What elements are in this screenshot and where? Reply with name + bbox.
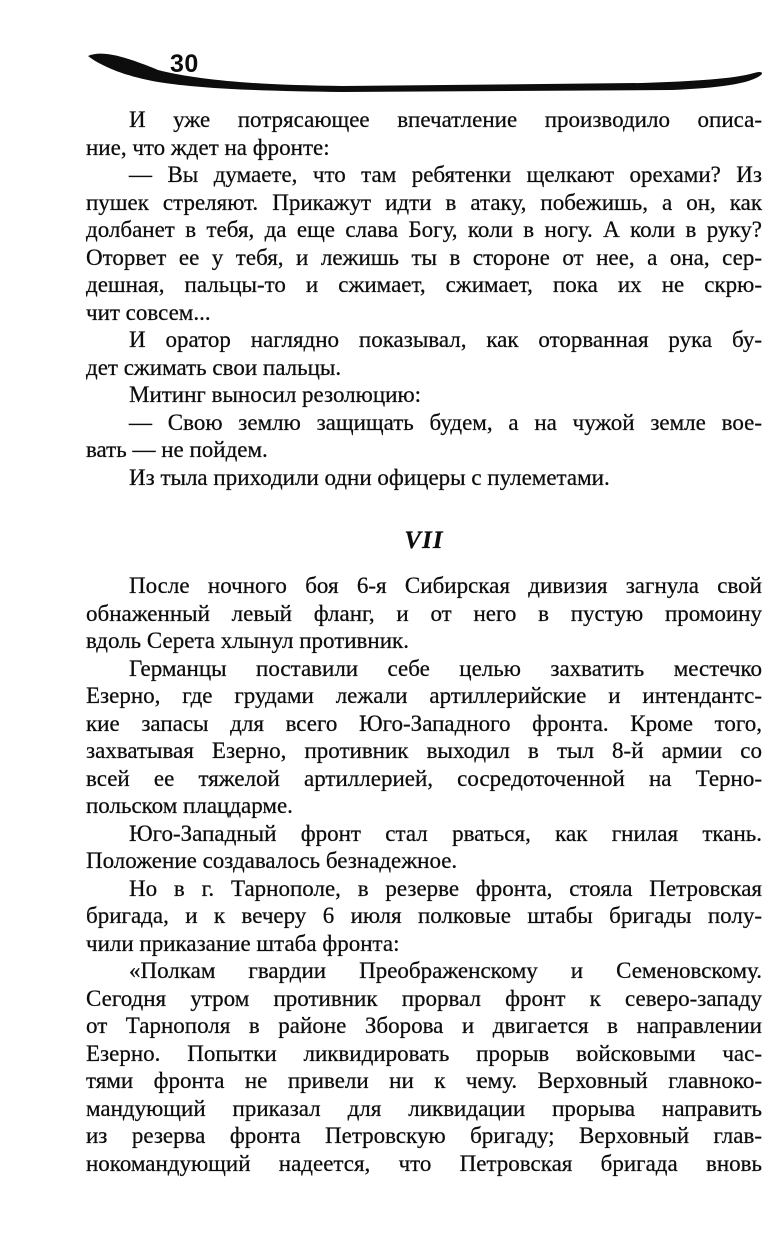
text-block-2: [86, 572, 762, 1177]
text-line: чили приказание штаба фронта:: [86, 930, 400, 956]
paragraph: [86, 820, 762, 875]
text-line: Германцы поставили себе целью захватить местечко: [129, 655, 762, 681]
text-line: кие запасы для всего Юго-Западного фронта. Кроме того,: [86, 710, 762, 736]
text-block-1: [86, 106, 762, 491]
text-line: ние, что ждет на фронте:: [86, 134, 330, 160]
text-line: Митинг выносил резолюцию:: [129, 382, 422, 407]
text-line: польском плацдарме.: [86, 793, 293, 818]
text-line: — Свою землю защищать будем, а на чужой земле вое-: [129, 409, 762, 435]
text-line: долбанет в тебя, да еще слава Богу, коли в ногу. А коли в руку?: [86, 217, 762, 242]
text-line: Езерно. Попытки ликвидировать прорыв войсковыми час-: [86, 1040, 762, 1066]
text-line: — Вы думаете, что там ребятенки щелкают орехами? Из: [129, 162, 762, 187]
text-line: захватывая Езерно, противник выходил в тыл 8-й армии со: [86, 738, 762, 763]
paragraph: [86, 464, 762, 492]
text-line: Сегодня утром противник прорвал фронт к северо-западу: [86, 985, 762, 1011]
text-line: всей ее тяжелой артиллерией, сосредоточенной на Терно-: [86, 765, 762, 791]
paragraph: [86, 326, 762, 381]
text-line: бригада, и к вечеру 6 июля полковые штабы бригады полу-: [86, 903, 762, 928]
text-line: обнаженный левый фланг, и от него в пустую промоину: [86, 600, 762, 626]
paragraph: [86, 957, 762, 1177]
text-line: Юго-Западный фронт стал рваться, как гнилая ткань.: [129, 820, 762, 846]
text-line: тями фронта не привели ни к чему. Верховный главноко-: [86, 1068, 762, 1093]
text-line: Положение создавалось безнадежное.: [86, 848, 458, 873]
text-line: чит совсем...: [86, 299, 211, 325]
text-line: дешная, пальцы-то и сжимает, сжимает, пока их не скрю-: [86, 272, 762, 297]
paragraph: [86, 381, 762, 409]
text-line: И оратор наглядно показывал, как оторванная рука бу-: [129, 327, 762, 352]
text-line: мандующий приказал для ликвидации прорыва направить: [86, 1095, 762, 1121]
text-line: дет сжимать свои пальцы.: [86, 354, 342, 380]
chapter-heading: VII: [404, 527, 444, 554]
text-line: нокомандующий надеется, что Петровская бригада вновь: [86, 1150, 762, 1176]
paragraph: [86, 161, 762, 326]
text-line: Из тыла приходили одни офицеры с пулеметами.: [129, 464, 610, 490]
text-line: Езерно, где грудами лежали артиллерийские и интендантс-: [86, 683, 762, 708]
text-line: от Тарнополя в районе Зборова и двигается в направлении: [86, 1013, 762, 1038]
text-line: из резерва фронта Петровскую бригаду; Верховный глав-: [86, 1123, 762, 1148]
paragraph: [86, 106, 762, 161]
text-line: И уже потрясающее впечатление производило описа-: [129, 107, 762, 132]
page-number: 30: [170, 50, 199, 78]
text-line: «Полкам гвардии Преображенскому и Семеновскому.: [129, 958, 762, 983]
text-line: пушек стреляют. Прикажут идти в атаку, побежишь, а он, как: [86, 189, 762, 215]
paragraph: [86, 875, 762, 958]
paragraph: [86, 655, 762, 820]
text-line: Оторвет ее у тебя, и лежишь ты в стороне от нее, а она, сер-: [86, 244, 762, 270]
text-line: Но в г. Тарнополе, в резерве фронта, стояла Петровская: [129, 875, 762, 901]
text-line: вдоль Серета хлынул противник.: [86, 628, 409, 653]
paragraph: [86, 409, 762, 464]
text-line: После ночного боя 6-я Сибирская дивизия загнула свой: [129, 573, 762, 598]
paragraph: [86, 572, 762, 655]
text-line: вать — не пойдем.: [86, 437, 268, 462]
text-column: [86, 106, 762, 1177]
